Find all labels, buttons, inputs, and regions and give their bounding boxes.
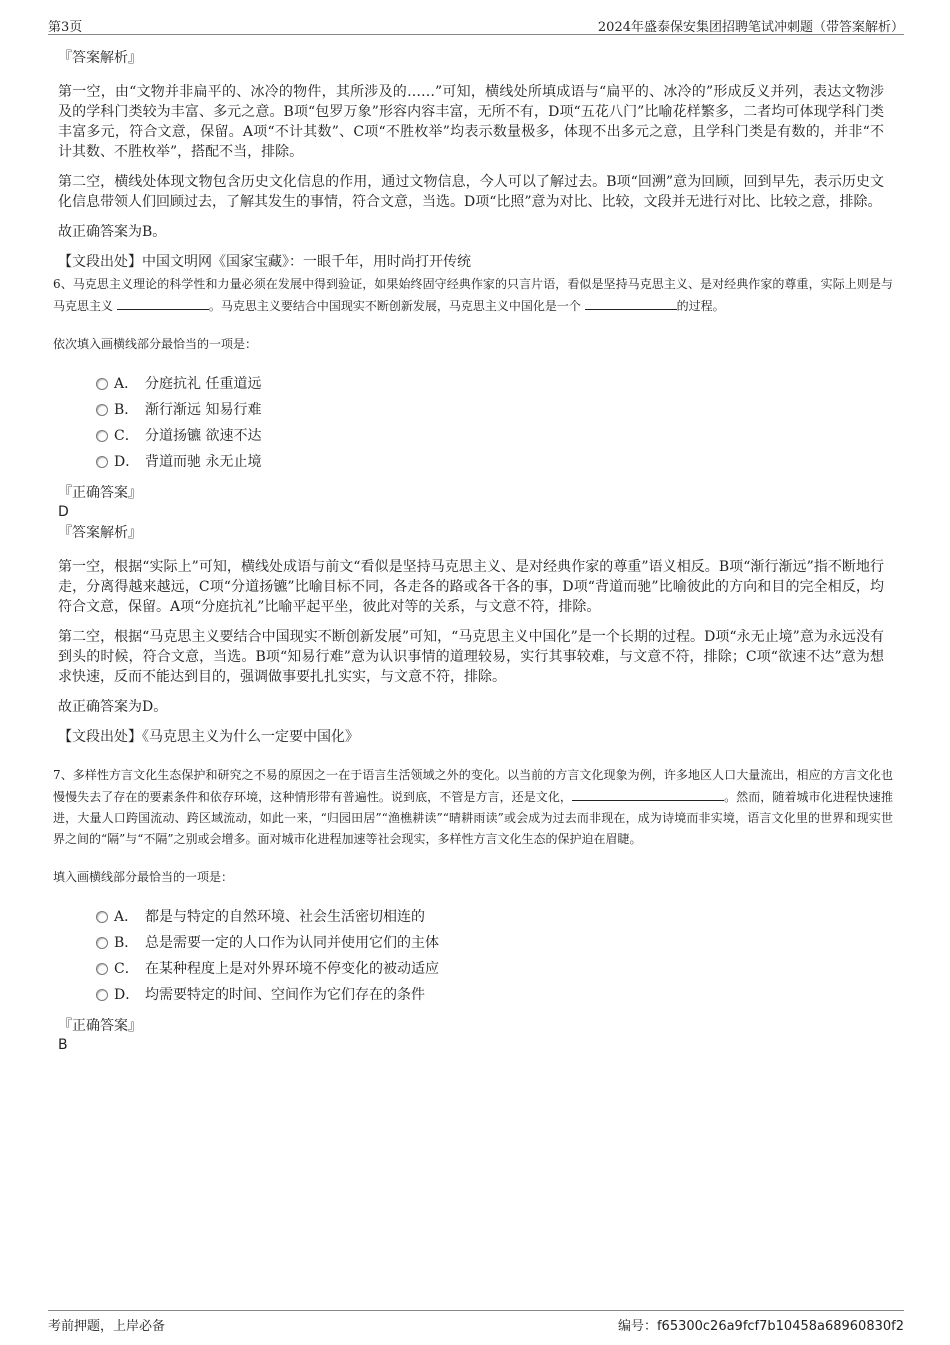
option-a[interactable]: A． 都是与特定的自然环境、社会生活密切相连的 xyxy=(56,904,884,930)
option-d[interactable]: D． 均需要特定的时间、空间作为它们存在的条件 xyxy=(56,982,884,1008)
analysis-paragraph: 第一空，由“文物并非扁平的、冰冷的物件，其所涉及的……”可知，横线处所填成语与“扁平的、冰冷的”形成反义并列，表达文物涉及的学科门类较为丰富、多元之意。B项“包罗万象”形容内容丰富，无所不有，D项“五花八门”比喻花样繁多，二者均可体现学科门类丰富多元，符合文意，保留。A项“不计其数”、C项“不胜枚举”均表示数量极多，体现不出多元之意，且学科门类是有数的，并非“不计其数、不胜枚举”，搭配不当，排除。 xyxy=(58,84,884,160)
option-b[interactable]: B． 渐行渐远 知易行难 xyxy=(56,397,884,423)
source-citation: 【文段出处】《马克思主义为什么一定要中国化》 xyxy=(58,729,359,745)
question-6-options xyxy=(56,371,884,475)
radio-button[interactable] xyxy=(96,404,108,416)
footer-slogan: 考前押题，上岸必备 xyxy=(48,1319,166,1334)
analysis-conclusion: 故正确答案为D。 xyxy=(58,699,168,715)
document-title: 2024年盛泰保安集团招聘笔试冲刺题（带答案解析） xyxy=(597,20,904,35)
analysis-label: 『答案解析』 xyxy=(58,50,142,66)
fill-blank xyxy=(585,295,677,310)
analysis-label: 『答案解析』 xyxy=(58,525,142,541)
question-6-prompt: 依次填入画横线部分最恰当的一项是： xyxy=(53,337,258,351)
page-header xyxy=(48,14,904,35)
fill-blank xyxy=(572,786,724,801)
option-b[interactable]: B． 总是需要一定的人口作为认同并使用它们的主体 xyxy=(56,930,884,956)
radio-button[interactable] xyxy=(96,989,108,1001)
option-a[interactable]: A． 分庭抗礼 任重道远 xyxy=(56,371,884,397)
correct-answer: D xyxy=(58,504,69,520)
correct-answer: B xyxy=(58,1037,68,1053)
fill-blank xyxy=(117,295,209,310)
question-7-options xyxy=(56,904,884,1008)
analysis-conclusion: 故正确答案为B。 xyxy=(58,224,167,240)
question-6-text: 6、马克思主义理论的科学性和力量必须在发展中得到验证，如果始终固守经典作家的只言片语，看似是坚持马克思主义、是对经典作家的尊重，实际上则是与马克思主义 。马克思主义要结合中国现实不断创新发展，马克思主义中国化是一个 的过程。 xyxy=(53,277,893,313)
radio-button[interactable] xyxy=(96,963,108,975)
document-body xyxy=(53,44,893,1056)
analysis-paragraph: 第二空，根据“马克思主义要结合中国现实不断创新发展”可知，“马克思主义中国化”是一个长期的过程。D项“永无止境”意为永远没有到头的时候，符合文意，当选。B项“知易行难”意为认识事情的道理较易，实行其事较难，与文意不符，排除；C项“欲速不达”意为想求快速，反而不能达到目的，强调做事要扎扎实实，与文意不符，排除。 xyxy=(58,629,884,685)
option-c[interactable]: C． 分道扬镳 欲速不达 xyxy=(56,423,884,449)
radio-button[interactable] xyxy=(96,456,108,468)
page-footer xyxy=(48,1310,904,1333)
radio-button[interactable] xyxy=(96,430,108,442)
question-7-prompt: 填入画横线部分最恰当的一项是： xyxy=(53,870,234,884)
question-7-text: 7、多样性方言文化生态保护和研究之不易的原因之一在于语言生活领域之外的变化。以当前的方言文化现象为例，许多地区人口大量流出，相应的方言文化也慢慢失去了存在的要素条件和依存环境，这种情形带有普遍性。说到底，不管是方言，还是文化， 。然而，随着城市化进程快速推进，大量人口跨国流动、跨区域流动，如此一来，“归园田居”“渔樵耕读”“晴耕雨读”或会成为过去而非现在，成为诗境而非实境，语言文化里的世界和现实世界之间的“隔”与“不隔”之别或会增多。面对城市化进程加速等社会现实，多样性方言文化生态的保护迫在眉睫。 xyxy=(53,768,893,846)
answer-label: 『正确答案』 xyxy=(58,485,142,501)
analysis-paragraph: 第二空，横线处体现文物包含历史文化信息的作用，通过文物信息，今人可以了解过去。B项“回溯”意为回顾，回到早先，表示历史文化信息带领人们回顾过去，了解其发生的事情，符合文意，当选。D项“比照”意为对比、比较，文段并无进行对比、比较之意，排除。 xyxy=(58,174,884,210)
analysis-paragraph: 第一空，根据“实际上”可知，横线处成语与前文“看似是坚持马克思主义、是对经典作家的尊重”语义相反。B项“渐行渐远”指不断地行走，分离得越来越远，C项“分道扬镳”比喻目标不同，各走各的路或各干各的事，D项“背道而驰”比喻彼此的方向和目的完全相反，均符合文意，保留。A项“分庭抗礼”比喻平起平坐，彼此对等的关系，与文意不符，排除。 xyxy=(58,559,884,615)
page-number: 第3页 xyxy=(48,20,83,35)
radio-button[interactable] xyxy=(96,911,108,923)
option-d[interactable]: D． 背道而驰 永无止境 xyxy=(56,449,884,475)
radio-button[interactable] xyxy=(96,937,108,949)
radio-button[interactable] xyxy=(96,378,108,390)
document-id: 编号：f65300c26a9fcf7b10458a68960830f2 xyxy=(617,1319,904,1334)
option-c[interactable]: C． 在某种程度上是对外界环境不停变化的被动适应 xyxy=(56,956,884,982)
source-citation: 【文段出处】中国文明网《国家宝藏》：一眼千年，用时尚打开传统 xyxy=(58,254,471,270)
answer-label: 『正确答案』 xyxy=(58,1018,142,1034)
